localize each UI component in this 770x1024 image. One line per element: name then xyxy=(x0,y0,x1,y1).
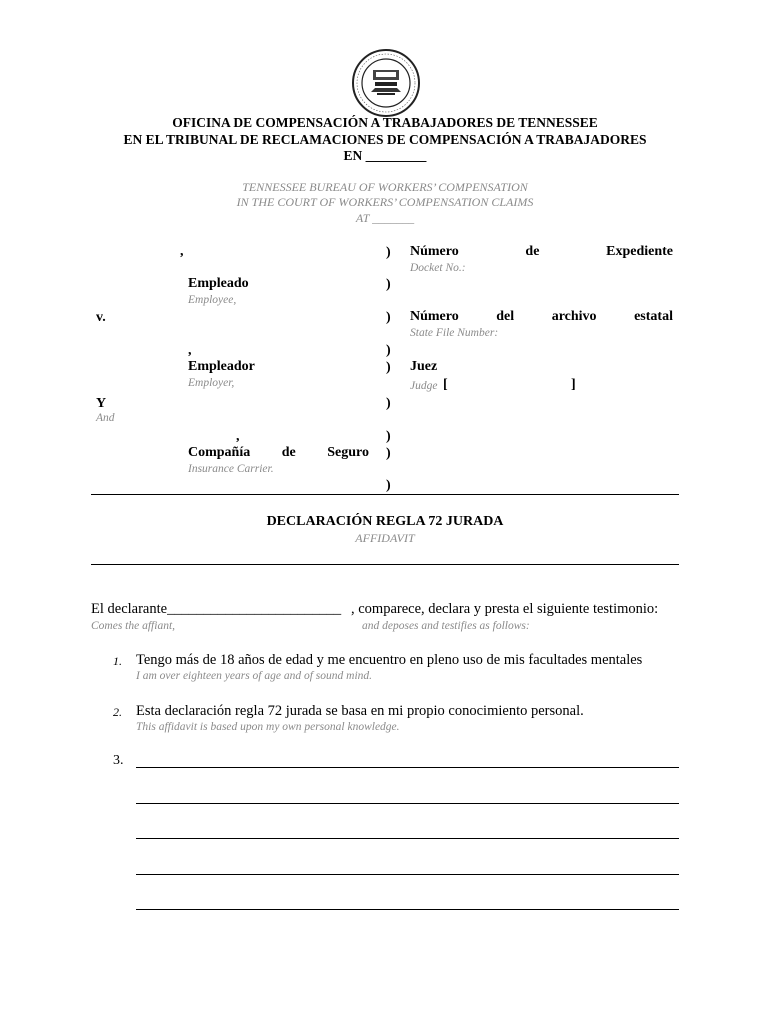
caption-paren: ) xyxy=(386,396,391,411)
header-en-line-3: AT _______ xyxy=(355,211,415,225)
docket-word-1: Número xyxy=(410,244,459,259)
affiant-intro-left: El declarante________________________ xyxy=(91,601,342,617)
judge-bracket-open: [ xyxy=(443,377,448,392)
insurer-word-1: Compañía xyxy=(188,445,251,460)
insurance-carrier-label xyxy=(188,445,369,461)
state-file-word-1: Número xyxy=(410,309,459,324)
item-number-1: 1. xyxy=(113,654,122,668)
blank-line xyxy=(136,874,679,875)
docket-word-2: de xyxy=(525,244,540,259)
docket-word-3: Expediente xyxy=(606,244,673,259)
insurance-carrier-label-en: Insurance Carrier. xyxy=(188,463,274,475)
caption-divider xyxy=(91,494,679,495)
caption-paren: ) xyxy=(386,310,391,325)
item-1-text-en: I am over eighteen years of age and of sound mind. xyxy=(136,670,373,682)
insurer-word-3: Seguro xyxy=(327,445,369,460)
employer-label: Empleador xyxy=(188,359,255,374)
caption-paren: ) xyxy=(386,277,391,292)
employee-name-comma: , xyxy=(180,244,184,259)
document-title-en: AFFIDAVIT xyxy=(355,531,415,545)
document-title: DECLARACIÓN REGLA 72 JURADA xyxy=(266,514,504,529)
judge-label: Juez xyxy=(410,359,438,374)
state-file-number-label-en: State File Number: xyxy=(410,327,499,339)
header-en-line-1: TENNESSEE BUREAU OF WORKERS’ COMPENSATION xyxy=(242,180,528,194)
tennessee-state-seal-icon xyxy=(351,48,421,118)
header-line-1: OFICINA DE COMPENSACIÓN A TRABAJADORES DE TENNESSEE xyxy=(172,115,598,130)
caption-paren: ) xyxy=(386,478,391,493)
item-2-text-en: This affidavit is based upon my own personal knowledge. xyxy=(136,721,400,733)
affiant-intro-right: , comparece, declara y presta el siguiente testimonio: xyxy=(351,601,659,617)
blank-line xyxy=(136,803,679,804)
judge-bracket-close: ] xyxy=(571,377,576,392)
item-1-text: Tengo más de 18 años de edad y me encuentro en pleno uso de mis facultades mentales xyxy=(136,652,643,668)
judge-label-en: Judge xyxy=(410,380,438,392)
caption-paren: ) xyxy=(386,343,391,358)
employee-label-en: Employee, xyxy=(188,294,237,306)
item-2-text: Esta declaración regla 72 jurada se basa en mi propio conocimiento personal. xyxy=(136,703,584,719)
caption-paren: ) xyxy=(386,446,391,461)
and-label: Y xyxy=(96,396,107,411)
caption-paren: ) xyxy=(386,360,391,375)
insurer-name-comma: , xyxy=(236,429,240,444)
blank-line xyxy=(136,909,679,910)
state-seal xyxy=(351,48,421,118)
header-line-3: EN _________ xyxy=(343,148,427,163)
header-en-line-2: IN THE COURT OF WORKERS’ COMPENSATION CLAIMS xyxy=(236,195,534,209)
item-number-3: 3. xyxy=(113,753,124,768)
employer-name-comma: , xyxy=(188,343,192,358)
blank-line xyxy=(136,838,679,839)
blank-line xyxy=(136,767,679,768)
caption-paren: ) xyxy=(386,429,391,444)
insurer-word-2: de xyxy=(281,445,296,460)
employee-label: Empleado xyxy=(188,276,249,291)
state-file-word-2: del xyxy=(496,309,515,324)
affiant-intro-left-en: Comes the affiant, xyxy=(91,620,176,632)
item-number-2: 2. xyxy=(113,705,122,719)
versus-label: v. xyxy=(96,310,106,325)
state-file-word-3: archivo xyxy=(551,309,597,324)
affiant-intro-right-en: and deposes and testifies as follows: xyxy=(362,620,530,632)
employer-label-en: Employer, xyxy=(188,377,235,389)
state-file-word-4: estatal xyxy=(634,309,673,324)
and-label-en: And xyxy=(96,412,115,424)
docket-number-label-en: Docket No.: xyxy=(410,262,466,274)
title-divider xyxy=(91,564,679,565)
header-line-2: EN EL TRIBUNAL DE RECLAMACIONES DE COMPENSACIÓN A TRABAJADORES xyxy=(123,132,647,147)
caption-paren: ) xyxy=(386,245,391,260)
docket-number-label xyxy=(410,244,673,260)
state-file-number-label xyxy=(410,309,673,325)
